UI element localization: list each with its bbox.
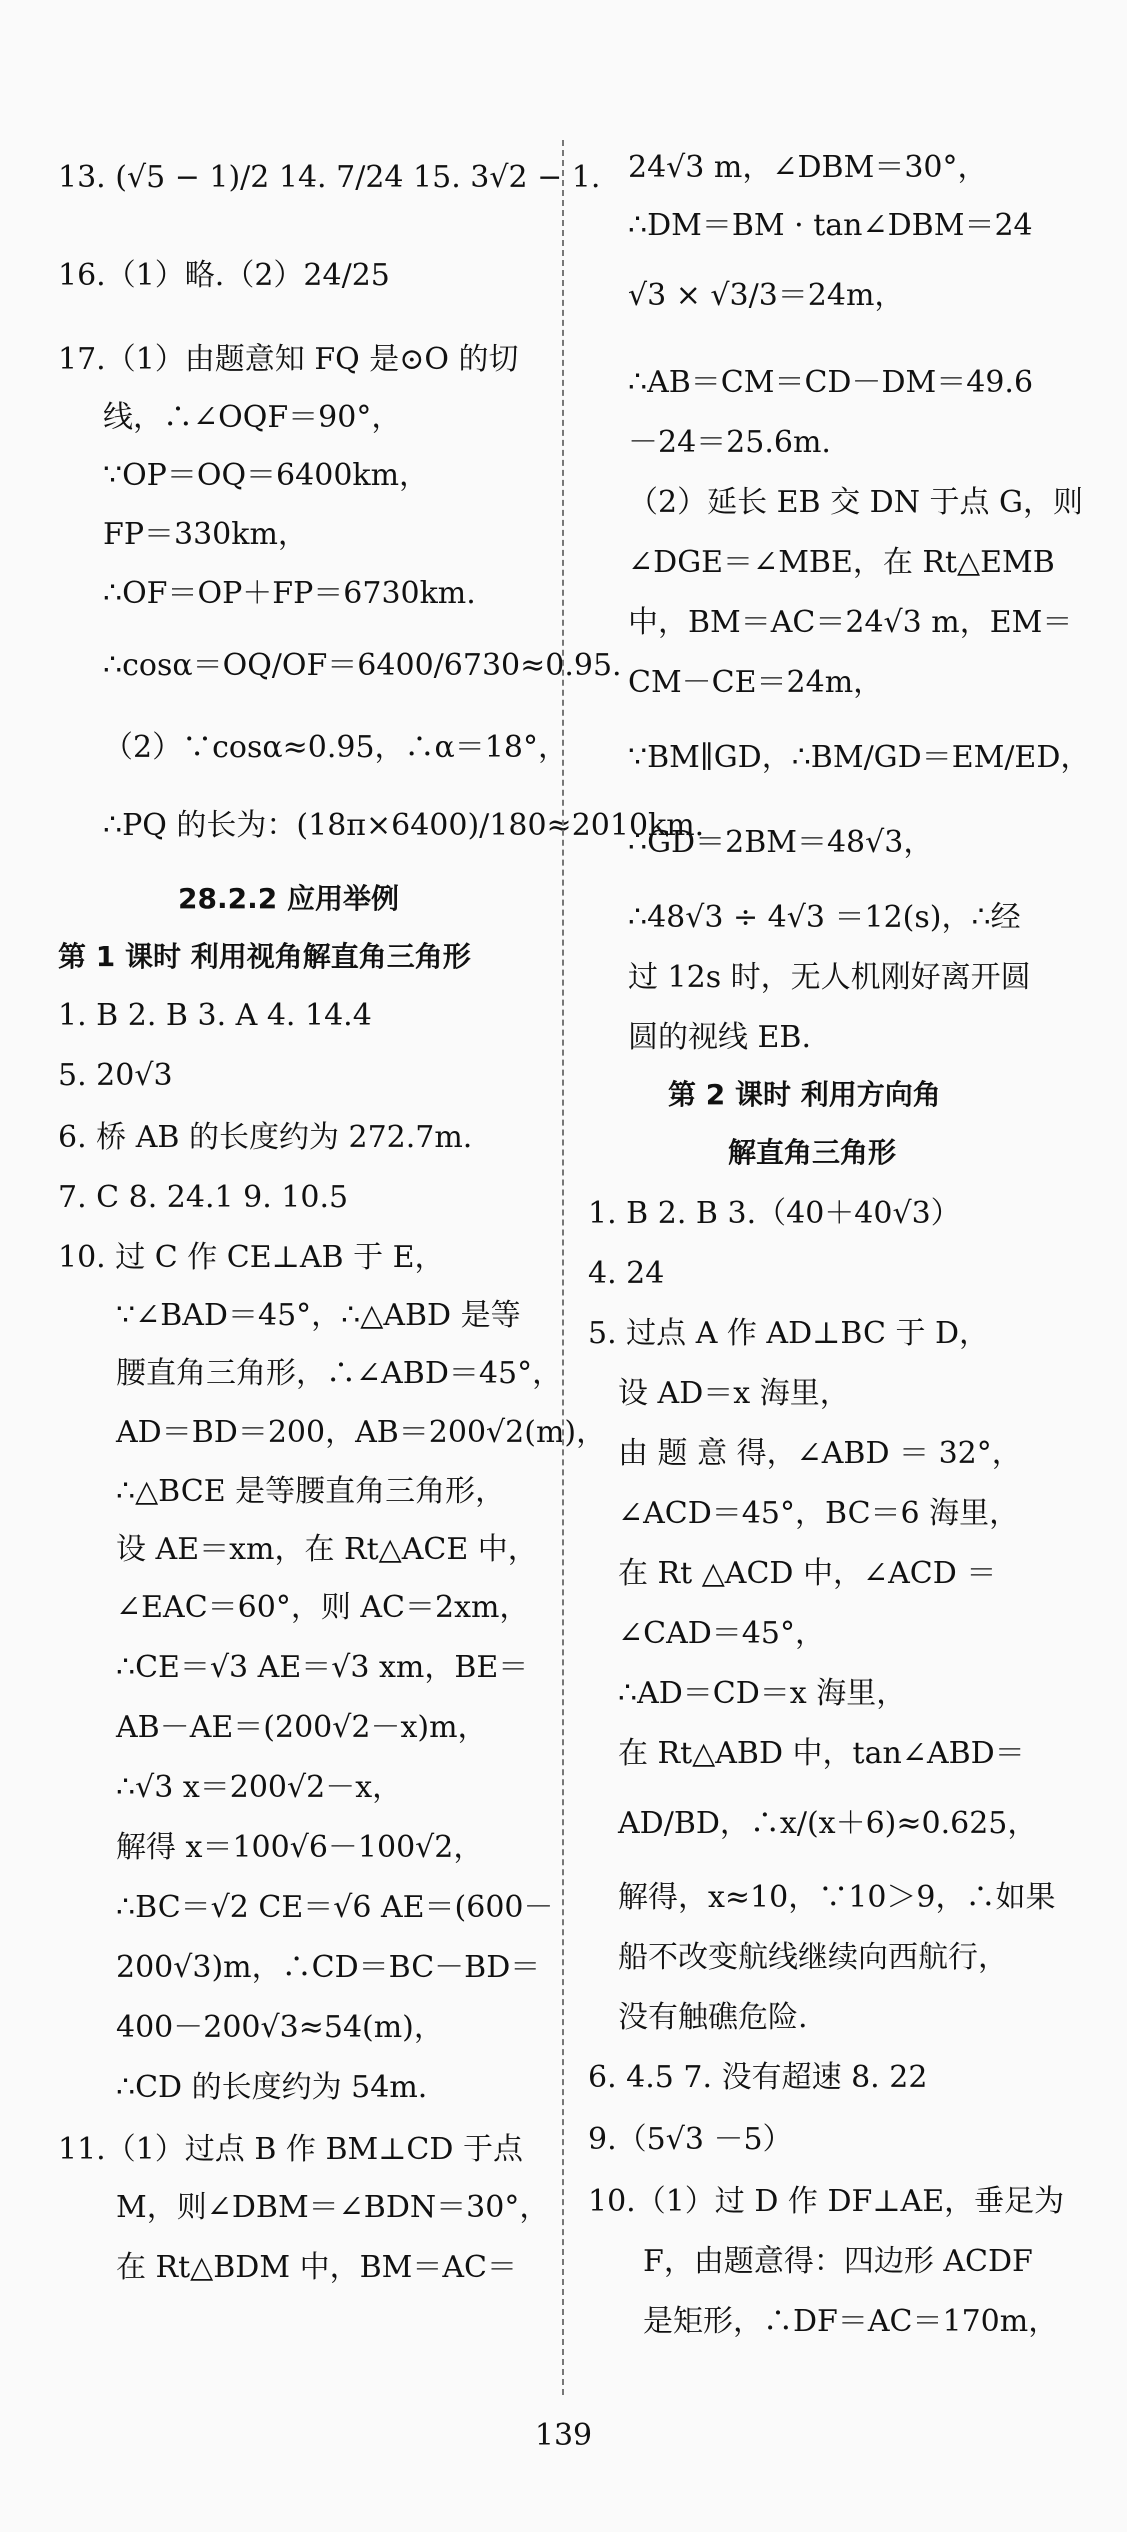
text-line: 24√3 m，∠DBM＝30°，	[628, 150, 988, 185]
text-line: 设 AD＝x 海里，	[618, 1376, 850, 1411]
text-line: 5. 过点 A 作 AD⊥BC 于 D，	[588, 1316, 990, 1351]
text-line: 腰直角三角形，∴∠ABD＝45°，	[116, 1356, 563, 1391]
section-heading: 第 2 课时 利用方向角	[668, 1078, 941, 1111]
text-line: 9.（5√3 －5）	[588, 2122, 793, 2157]
text-line: 在 Rt△BDM 中，BM＝AC＝	[116, 2250, 517, 2285]
text-line: ∠CAD＝45°，	[618, 1616, 825, 1651]
text-line: 线，∴∠OQF＝90°，	[103, 400, 402, 435]
text-line: 200√3)m，∴CD＝BC－BD＝	[116, 1950, 541, 1985]
text-line: ∵OP＝OQ＝6400km，	[103, 458, 430, 493]
text-line: ∴AB＝CM＝CD－DM＝49.6	[628, 365, 1034, 400]
text-line: 过 12s 时，无人机刚好离开圆	[628, 960, 1031, 995]
text-line: ∴GD＝2BM＝48√3，	[628, 825, 934, 860]
text-line: 10.（1）过 D 作 DF⊥AE，垂足为	[588, 2184, 1065, 2219]
text-line: ∴CD 的长度约为 54m.	[116, 2070, 428, 2105]
text-line: 由 题 意 得，∠ABD ＝ 32°，	[618, 1436, 1022, 1471]
text-line: ∴BC＝√2 CE＝√6 AE＝(600－	[116, 1890, 554, 1925]
text-line: ∴CE＝√3 AE＝√3 xm，BE＝	[116, 1650, 529, 1685]
text-line: （2）∵cosα≈0.95，∴α＝18°，	[103, 730, 568, 765]
text-line: ∵∠BAD＝45°，∴△ABD 是等	[116, 1298, 521, 1333]
text-line: 圆的视线 EB.	[628, 1020, 812, 1055]
text-line: ∴√3 x＝200√2－x，	[116, 1770, 403, 1805]
text-line: ∴AD＝CD＝x 海里，	[618, 1676, 907, 1711]
text-line: 6. 桥 AB 的长度约为 272.7m.	[58, 1120, 473, 1155]
text-line: AB－AE＝(200√2－x)m，	[116, 1710, 488, 1745]
text-line: －24＝25.6m.	[628, 425, 831, 460]
text-line: AD/BD，∴x/(x＋6)≈0.625，	[618, 1806, 1038, 1841]
text-line: 17.（1）由题意知 FQ 是⊙O 的切	[58, 342, 519, 377]
text-line: ∴△BCE 是等腰直角三角形，	[116, 1474, 506, 1509]
text-line: ∴DM＝BM · tan∠DBM＝24	[628, 208, 1033, 243]
text-line: 13. (√5 − 1)/2 14. 7/24 15. 3√2 − 1.	[58, 160, 601, 195]
text-line: ∠DGE＝∠MBE，在 Rt△EMB	[628, 545, 1055, 580]
text-line: ∵BM∥GD，∴BM/GD＝EM/ED，	[628, 740, 1091, 775]
text-line: 1. B 2. B 3.（40＋40√3）	[588, 1196, 961, 1231]
section-heading: 第 1 课时 利用视角解直角三角形	[58, 940, 471, 973]
text-line: F，由题意得：四边形 ACDF	[643, 2244, 1033, 2279]
text-line: M，则∠DBM＝∠BDN＝30°，	[116, 2190, 550, 2225]
text-line: ∠ACD＝45°，BC＝6 海里，	[618, 1496, 1020, 1531]
text-line: ∴OF＝OP＋FP＝6730km.	[103, 576, 476, 611]
text-line: ∠EAC＝60°，则 AC＝2xm，	[116, 1590, 530, 1625]
text-line: （2）延长 EB 交 DN 于点 G，则	[628, 485, 1083, 520]
right-column	[588, 0, 1108, 2400]
text-line: ∴48√3 ÷ 4√3 ＝12(s)，∴经	[628, 900, 1021, 935]
text-line: 10. 过 C 作 CE⊥AB 于 E，	[58, 1240, 445, 1275]
section-heading: 解直角三角形	[728, 1136, 897, 1169]
page-number: 139	[534, 2418, 593, 2453]
text-line: 解得 x＝100√6－100√2，	[116, 1830, 484, 1865]
text-line: FP＝330km，	[103, 517, 308, 552]
text-line: 船不改变航线继续向西航行，	[618, 1940, 1008, 1975]
text-line: 11.（1）过点 B 作 BM⊥CD 于点	[58, 2132, 523, 2167]
text-line: 400－200√3≈54(m)，	[116, 2010, 444, 2045]
text-line: 1. B 2. B 3. A 4. 14.4	[58, 998, 372, 1033]
text-line: √3 × √3/3＝24m，	[628, 278, 905, 313]
text-line: 在 Rt △ACD 中，∠ACD ＝	[618, 1556, 997, 1591]
text-line: 解得，x≈10，∵10＞9，∴如果	[618, 1880, 1056, 1915]
text-line: 中，BM＝AC＝24√3 m，EM＝	[628, 605, 1073, 640]
column-divider	[562, 140, 564, 2395]
text-line: 6. 4.5 7. 没有超速 8. 22	[588, 2060, 928, 2095]
text-line: 16.（1）略.（2）24/25	[58, 258, 390, 293]
text-line: 没有触礁危险.	[618, 2000, 808, 2035]
text-line: ∴PQ 的长为：(18π×6400)/180≈2010km.	[103, 808, 705, 843]
text-line: 4. 24	[588, 1256, 665, 1291]
text-line: 7. C 8. 24.1 9. 10.5	[58, 1180, 349, 1215]
text-line: AD＝BD＝200，AB＝200√2(m)，	[116, 1415, 607, 1450]
text-line: ∴cosα＝OQ/OF＝6400/6730≈0.95.	[103, 648, 622, 683]
text-line: 在 Rt△ABD 中，tan∠ABD＝	[618, 1736, 1025, 1771]
text-line: 5. 20√3	[58, 1058, 173, 1093]
text-line: CM－CE＝24m，	[628, 665, 884, 700]
section-heading: 28.2.2 应用举例	[178, 882, 399, 915]
text-line: 是矩形，∴DF＝AC＝170m，	[643, 2304, 1059, 2339]
text-line: 设 AE＝xm，在 Rt△ACE 中，	[116, 1532, 538, 1567]
